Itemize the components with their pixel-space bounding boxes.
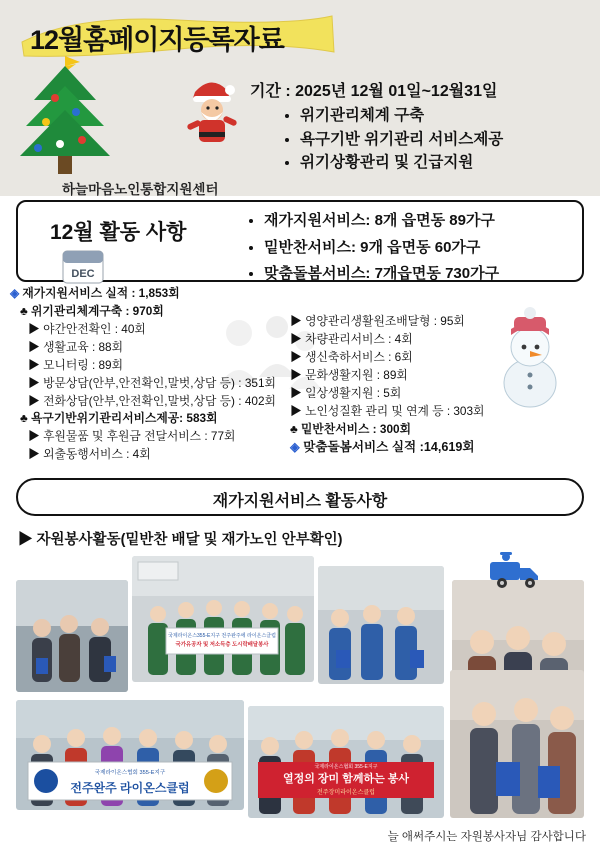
stats-column-left: ◈ 재가지원서비스 실적 : 1,853회 ♣ 위기관리체계구축 : 970회 ▶ 야간안전확인 : 40회 ▶ 생활교육 : 88회 ▶ 모니터링 : 89회 ▶ 방문상담(안부,안전확인,말벗,상담 등) : 351회 ▶ 전화상담(안부,안전확인,말벗,상담 등) : 402회 ♣ 욕구기반위기관리서비스제공: 583회 ▶ 후원물품 및 후원금 전달서비스 : 77회 ▶ 외출동행서비스 : 4회 (10, 286, 276, 462)
christmas-tree-icon (10, 52, 120, 182)
stat-line: 맞춤돌봄서비스 실적 :14,619회 (303, 440, 475, 455)
header (0, 0, 600, 196)
header-bullet-list (282, 104, 503, 175)
stat-line: 영양관리생활원조배달형 : 95회 (305, 314, 465, 328)
activity-item: • 밑반찬서비스: 9개 읍면동 60가구 (264, 235, 499, 262)
stat-line: 위기관리체계구축 : 970회 (31, 303, 164, 318)
section-title: 재가지원서비스 활동사항 (212, 493, 388, 510)
section-title-box (16, 478, 584, 516)
delivery-truck-icon (486, 550, 546, 592)
calendar-month-label: DEC (71, 268, 95, 280)
stat-line: 후원물품 및 후원금 전달서비스 : 77회 (43, 429, 236, 444)
activity-item: • 맞춤돌봄서비스: 7개읍면동 730가구 (264, 261, 499, 288)
activity-title: 12월 활동 사항 (50, 221, 187, 244)
statistics-section (0, 285, 600, 465)
activity-summary-box (16, 200, 584, 282)
stat-line: 야간안전확인 : 40회 (43, 321, 146, 336)
stat-line: 외출동행서비스 : 4회 (43, 447, 151, 462)
activity-item-list (246, 208, 499, 288)
svg-text:전주완주 라이온스클럽: 전주완주 라이온스클럽 (70, 781, 190, 795)
stat-line: 일상생활지원 : 5회 (305, 385, 402, 400)
section-subtitle: ▶ 자원봉사활동(밑반찬 배달 및 재가노인 안부확인) (18, 532, 343, 548)
photo-gallery (0, 552, 600, 822)
svg-text:전주장미라이온스클럽: 전주장미라이온스클럽 (317, 790, 375, 796)
header-bullet: • 위기상황관리 및 긴급지원 (300, 151, 503, 175)
calendar-icon (62, 250, 104, 284)
photo-volunteers-with-blue-bags (450, 670, 584, 818)
footer-caption: 늘 애써주시는 자원봉사자님 감사합니다 (387, 831, 586, 843)
stat-line: 방문상담(안부,안전확인,말벗,상담 등) : 351회 (43, 375, 276, 390)
page-title: 12월홈페이지등록자료 (30, 25, 284, 55)
stat-line: 생활교육 : 88회 (43, 339, 124, 354)
svg-text:열정의 장미 함께하는 봉사: 열정의 장미 함께하는 봉사 (282, 773, 410, 785)
header-bullet: • 위기관리체계 구축 (300, 104, 503, 128)
header-bullet: • 욕구기반 위기관리 서비스제공 (300, 128, 503, 152)
period-label: 기간 : 2025년 12월 01일~12월31일 (250, 83, 498, 100)
photo-red-banner-volunteer-group (248, 706, 444, 818)
stat-line: 밑반찬서비스 : 300회 (301, 421, 411, 436)
photo-volunteers-in-blue-vests-delivery (318, 566, 444, 684)
stat-line: 모니터링 : 89회 (43, 357, 124, 372)
stat-line: 전화상담(안부,안전확인,말벗,상담 등) : 402회 (43, 393, 276, 408)
stat-line: 노인성질환 관리 및 연계 등 : 303회 (305, 403, 485, 418)
stat-line: 재가지원서비스 실적 : 1,853회 (22, 286, 180, 300)
svg-text:국가유공자 및 저소득층 도시락배달봉사: 국가유공자 및 저소득층 도시락배달봉사 (175, 642, 269, 648)
photo-lions-club-banner-group (16, 700, 244, 810)
center-name: 하늘마음노인통합지원센터 (62, 182, 219, 197)
santa-claus-icon (175, 70, 247, 150)
stat-line: 문화생활지원 : 89회 (305, 367, 408, 382)
photo-volunteers-group-in-green-vests (132, 556, 314, 682)
svg-text:국제라이온스협회 355-E지구: 국제라이온스협회 355-E지구 (314, 764, 378, 770)
photo-volunteers-with-bags-outdoor (16, 580, 128, 692)
stat-line: 차량관리서비스 : 4회 (305, 331, 413, 346)
stat-line: 생신축하서비스 : 6회 (305, 349, 413, 364)
svg-text:국제라이온스355-E지구 전주완주에 라이온스클럽: 국제라이온스355-E지구 전주완주에 라이온스클럽 (168, 633, 276, 639)
activity-item: • 재가지원서비스: 8개 읍면동 89가구 (264, 208, 499, 235)
svg-text:국제라이온스협회 355-E지구: 국제라이온스협회 355-E지구 (94, 770, 166, 776)
stat-line: 욕구기반위기관리서비스제공: 583회 (31, 411, 218, 426)
stats-column-right: ▶ 영양관리생활원조배달형 : 95회 ▶ 차량관리서비스 : 4회 ▶ 생신축하서비스 : 6회 ▶ 문화생활지원 : 89회 ▶ 일상생활지원 : 5회 ▶ 노인성질환 관리 및 연계 등 : 303회 ♣ 밑반찬서비스 : 300회 ◈ 맞춤돌봄서비스 실적 :14,619회 (290, 314, 485, 455)
